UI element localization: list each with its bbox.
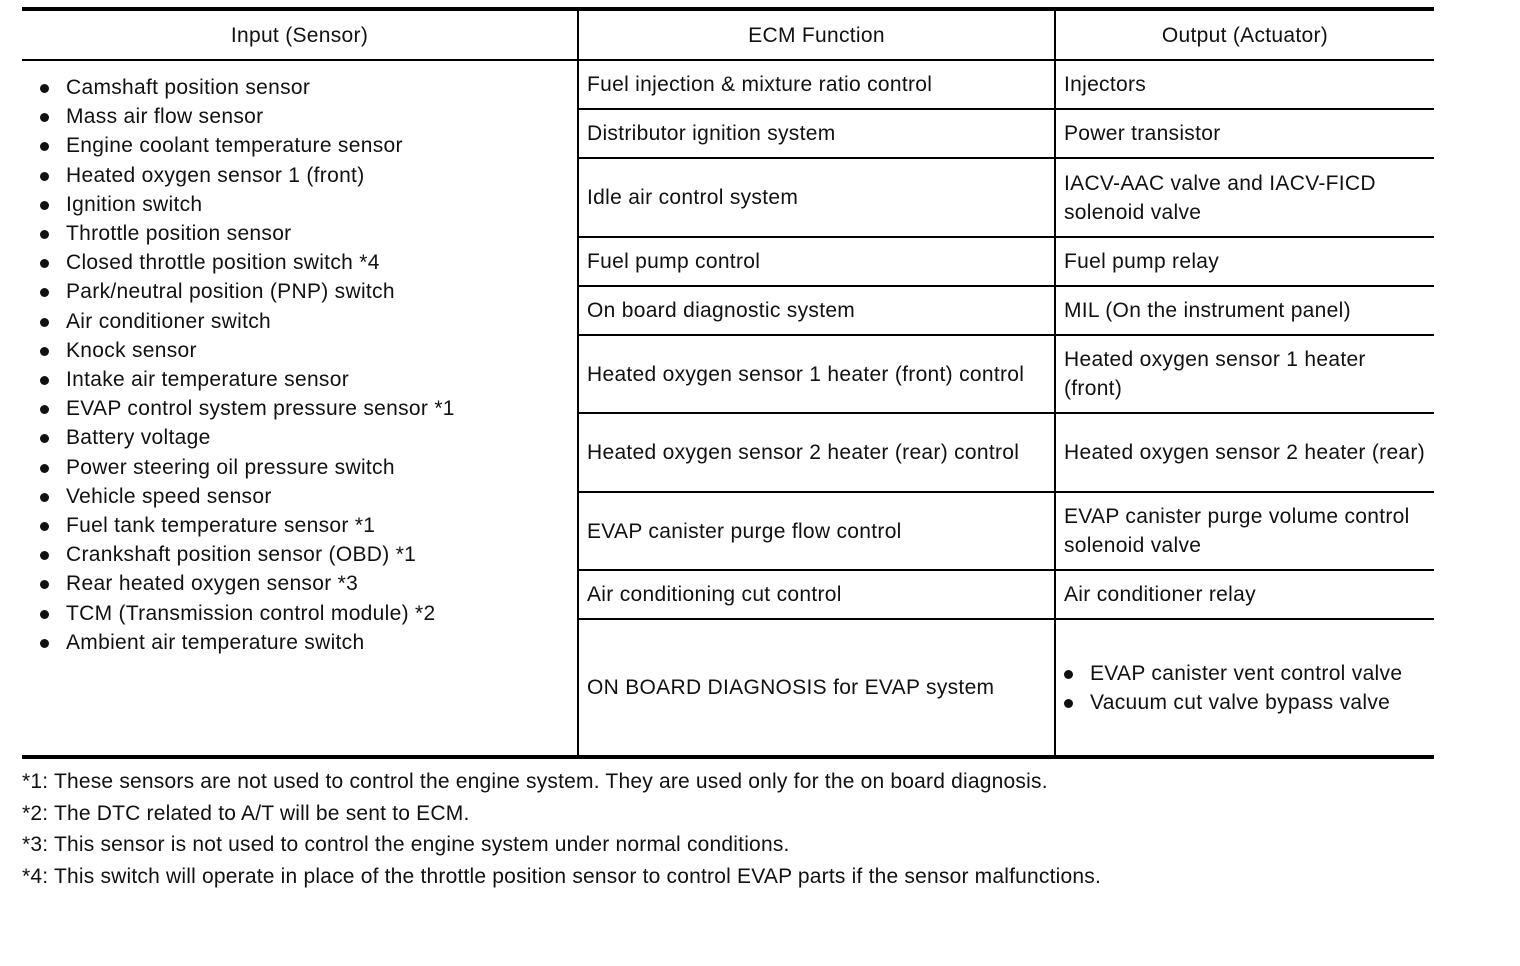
footnote: *1: These sensors are not used to control the engine system. They are used only for the on board diagnosis. [22, 770, 1048, 793]
ecm-function-cell: Air conditioning cut control [578, 570, 1055, 619]
footnote: *4: This switch will operate in place of the throttle position sensor to control EVAP parts if the sensor malfunctions. [22, 864, 1101, 888]
input-item: Throttle position sensor [40, 219, 577, 248]
table-header-row [22, 9, 1434, 60]
output-cell: Injectors [1055, 60, 1434, 109]
input-item: Park/neutral position (PNP) switch [40, 277, 577, 306]
input-sensor-cell [22, 60, 578, 757]
output-cell: Air conditioner relay [1055, 570, 1434, 619]
input-item: Closed throttle position switch *4 [40, 248, 577, 277]
footnotes [22, 766, 1101, 892]
output-cell: MIL (On the instrument panel) [1055, 286, 1434, 335]
footnote: *3: This sensor is not used to control the engine system under normal conditions. [22, 833, 790, 857]
input-item: Battery voltage [40, 423, 577, 452]
input-item: Ignition switch [40, 190, 577, 219]
output-cell [1055, 619, 1434, 757]
output-cell: Heated oxygen sensor 1 heater (front) [1055, 335, 1434, 413]
footnote: *2: The DTC related to A/T will be sent to ECM. [22, 801, 470, 825]
input-item: Fuel tank temperature sensor *1 [40, 511, 577, 540]
input-item: Vehicle speed sensor [40, 482, 577, 511]
input-item: TCM (Transmission control module) *2 [40, 599, 577, 628]
input-item: Intake air temperature sensor [40, 365, 577, 394]
ecm-function-cell: Idle air control system [578, 158, 1055, 237]
ecm-function-cell: Fuel pump control [578, 237, 1055, 286]
header-output: Output (Actuator) [1055, 9, 1434, 60]
input-item: Air conditioner switch [40, 307, 577, 336]
output-list-item: Vacuum cut valve bypass valve [1064, 688, 1426, 717]
input-item: Knock sensor [40, 336, 577, 365]
output-cell: IACV-AAC valve and IACV-FICD solenoid valve [1055, 158, 1434, 237]
ecm-function-cell: Distributor ignition system [578, 109, 1055, 158]
ecm-function-cell: Heated oxygen sensor 1 heater (front) control [578, 335, 1055, 413]
output-cell: Fuel pump relay [1055, 237, 1434, 286]
input-item: Heated oxygen sensor 1 (front) [40, 161, 577, 190]
input-item: Ambient air temperature switch [40, 628, 577, 657]
input-sensor-list [40, 73, 577, 657]
input-item: Power steering oil pressure switch [40, 453, 577, 482]
table-row [22, 60, 1434, 109]
output-cell: EVAP canister purge volume control solenoid valve [1055, 492, 1434, 570]
output-cell: Heated oxygen sensor 2 heater (rear) [1055, 413, 1434, 492]
input-item: Crankshaft position sensor (OBD) *1 [40, 540, 577, 569]
output-list-item: EVAP canister vent control valve [1064, 659, 1426, 688]
input-item: Engine coolant temperature sensor [40, 131, 577, 160]
ecm-system-table [22, 7, 1434, 759]
output-cell: Power transistor [1055, 109, 1434, 158]
input-item: Camshaft position sensor [40, 73, 577, 102]
header-ecm-function: ECM Function [578, 9, 1055, 60]
input-item: EVAP control system pressure sensor *1 [40, 394, 577, 423]
ecm-function-cell: Fuel injection & mixture ratio control [578, 60, 1055, 109]
input-item: Rear heated oxygen sensor *3 [40, 569, 577, 598]
input-item: Mass air flow sensor [40, 102, 577, 131]
ecm-function-cell: On board diagnostic system [578, 286, 1055, 335]
ecm-function-cell: Heated oxygen sensor 2 heater (rear) control [578, 413, 1055, 492]
output-list [1064, 659, 1426, 717]
header-input: Input (Sensor) [22, 9, 578, 60]
ecm-function-cell: ON BOARD DIAGNOSIS for EVAP system [578, 619, 1055, 757]
ecm-function-cell: EVAP canister purge flow control [578, 492, 1055, 570]
